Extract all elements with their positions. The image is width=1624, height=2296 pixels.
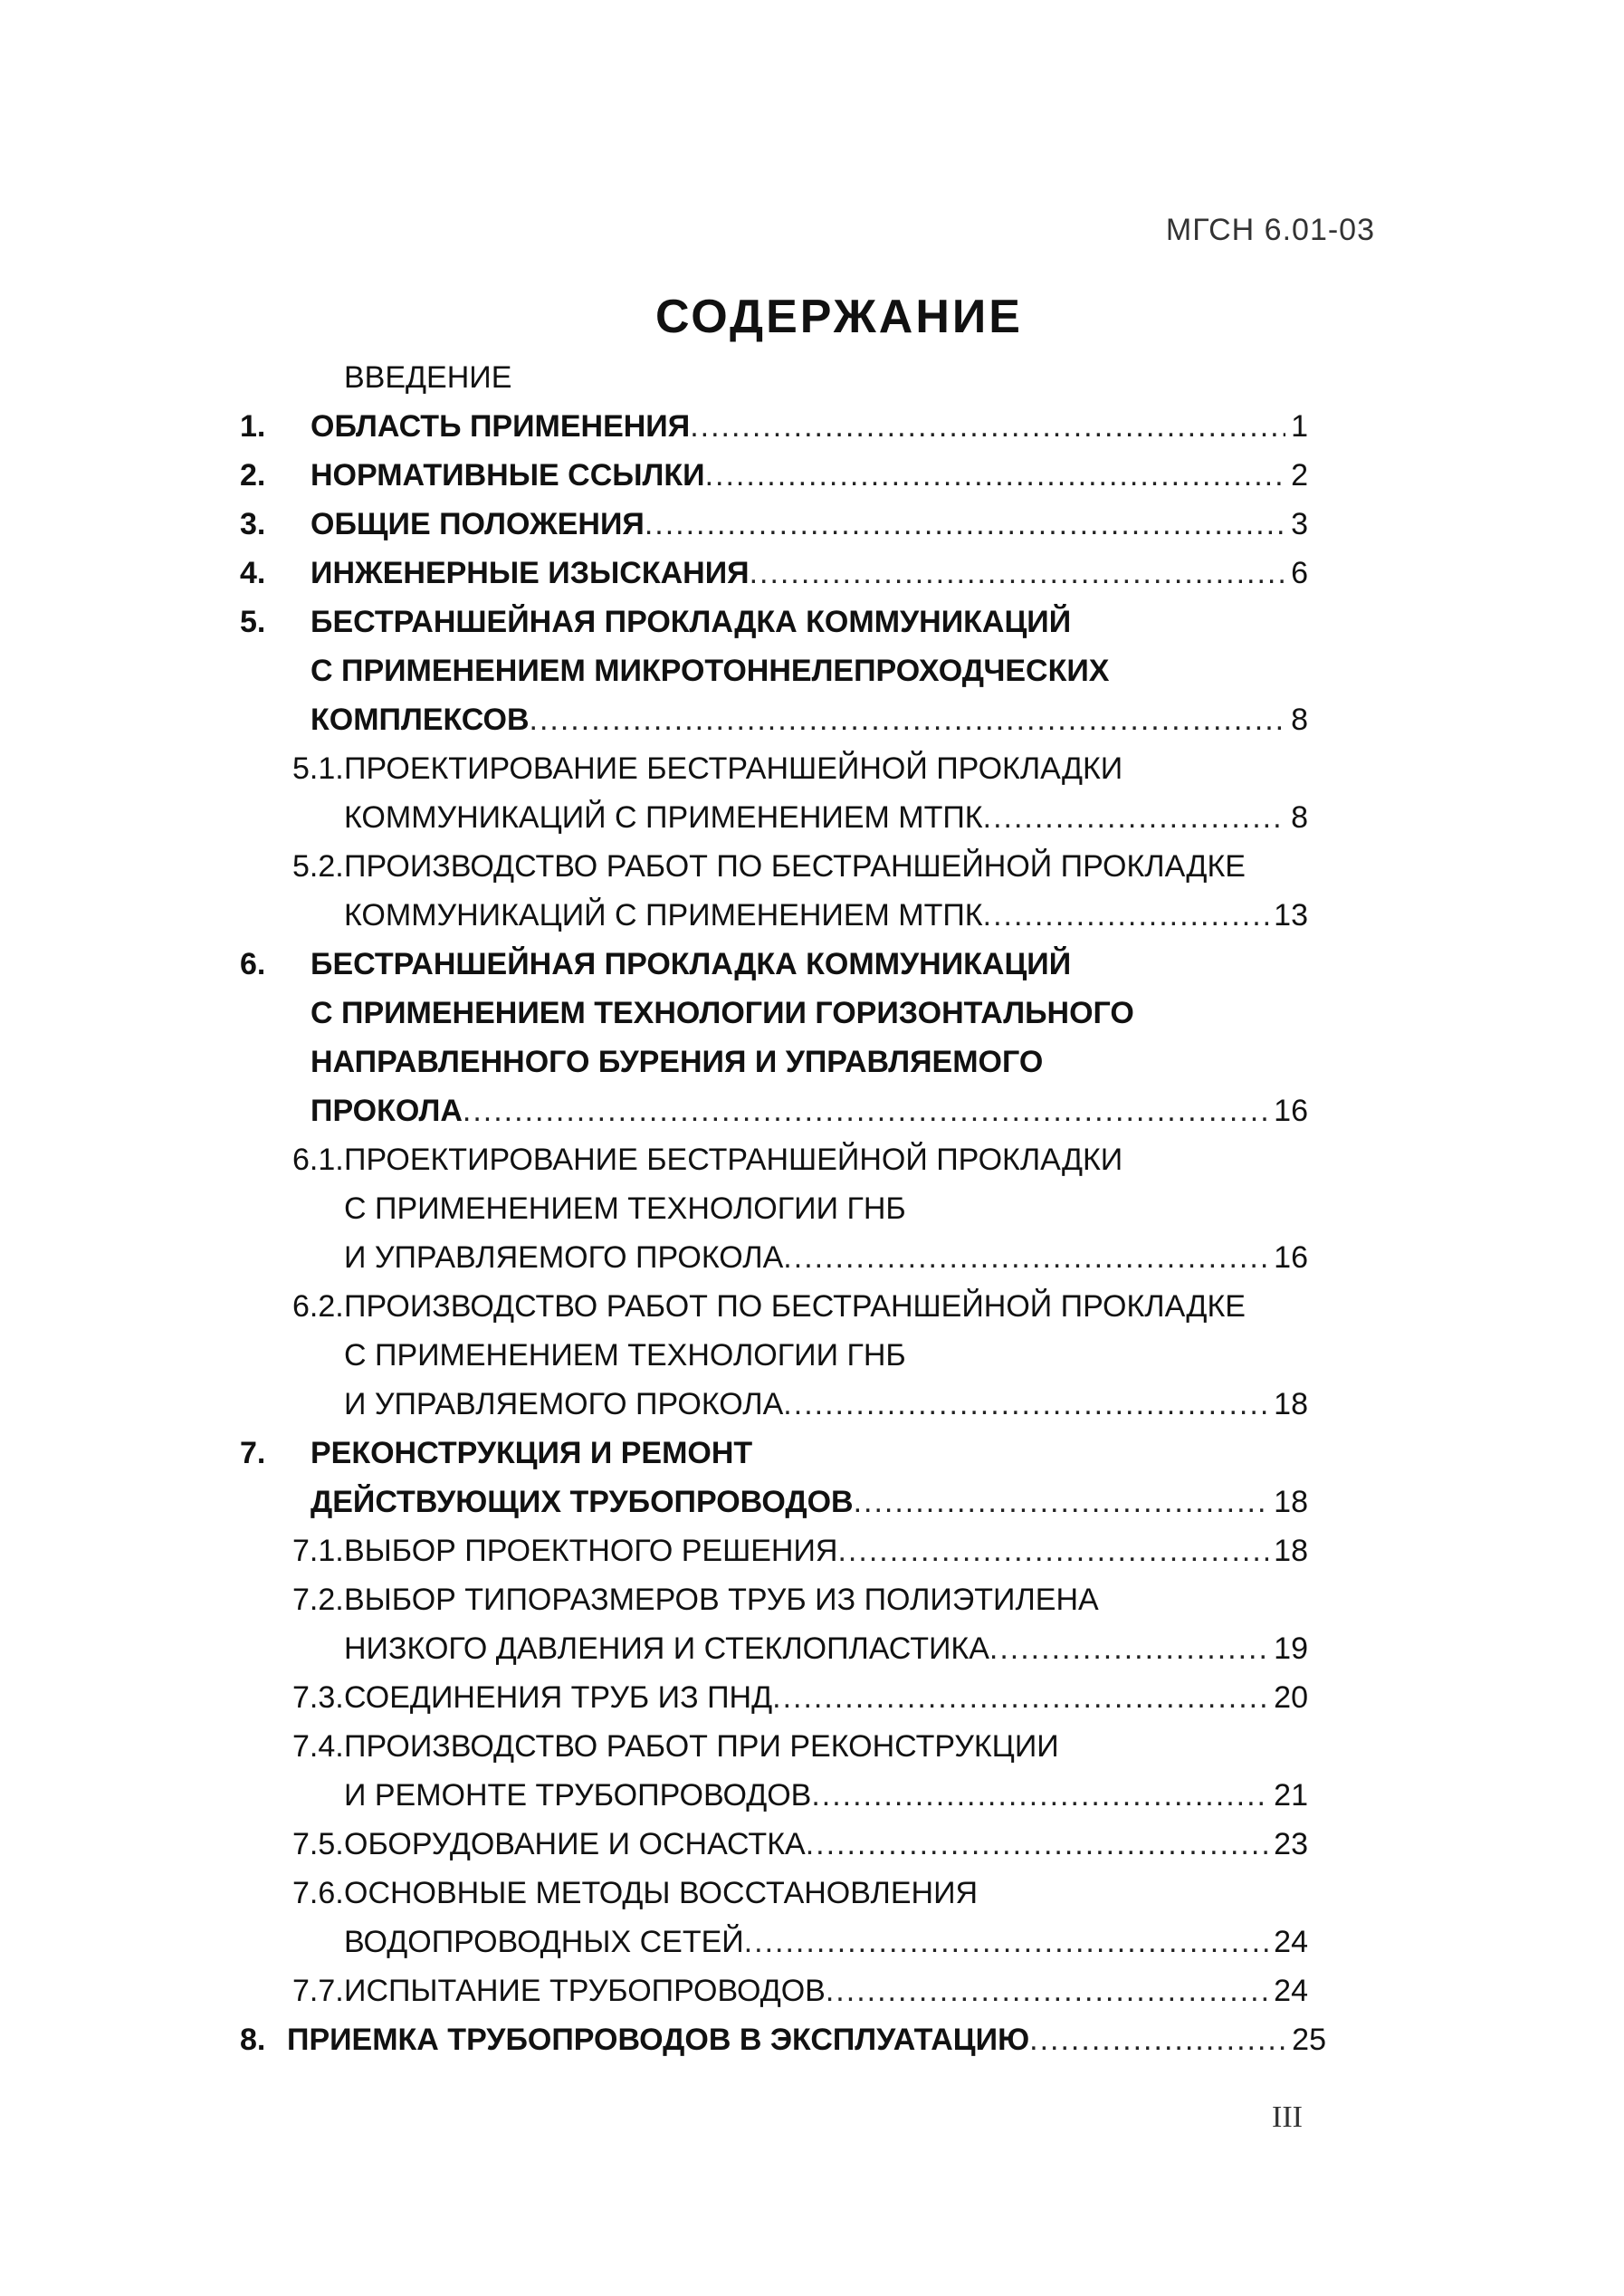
toc-leader-dots — [783, 1233, 1268, 1282]
toc-entry-number: 5. — [240, 605, 266, 639]
toc-entry-title: ИНЖЕНЕРНЫЕ ИЗЫСКАНИЯ — [310, 556, 750, 590]
toc-entry-leader-row — [344, 1380, 1308, 1429]
toc-entry-line — [240, 695, 1326, 744]
toc-entry-line — [240, 1380, 1326, 1429]
toc-entry — [240, 549, 1326, 598]
toc-entry-title: И УПРАВЛЯЕМОГО ПРОКОЛА — [344, 1387, 784, 1421]
toc-entry-line — [240, 500, 1326, 549]
toc-entry-line — [240, 1575, 1326, 1624]
toc-entry-number: 7.7. — [292, 1974, 344, 2008]
toc-leader-dots — [744, 1918, 1268, 1966]
toc-entry-page: 8 — [1291, 703, 1308, 737]
toc-entry — [240, 451, 1326, 500]
toc-entry-line — [240, 1233, 1326, 1282]
toc-entry-number: 6. — [240, 947, 266, 981]
toc-entry-page: 16 — [1274, 1240, 1308, 1275]
toc-entry-title: С ПРИМЕНЕНИЕМ МИКРОТОННЕЛЕПРОХОДЧЕСКИХ — [310, 654, 1110, 688]
toc-entry-line — [240, 891, 1326, 940]
toc-entry-title: НИЗКОГО ДАВЛЕНИЯ И СТЕКЛОПЛАСТИКА — [344, 1631, 989, 1666]
toc-entry-line — [240, 744, 1326, 793]
toc-entry — [240, 1135, 1326, 1282]
page-title: СОДЕРЖАНИЕ — [655, 291, 1023, 343]
toc-entry-line — [240, 1478, 1326, 1526]
toc-entry-leader-row — [344, 1233, 1308, 1282]
toc-entry-number: 3. — [240, 507, 266, 541]
toc-entry-line — [240, 1771, 1326, 1820]
toc-entry-page: 8 — [1291, 800, 1308, 835]
toc-leader-dots — [811, 1771, 1268, 1820]
toc-entry-number: 2. — [240, 458, 266, 493]
toc-entry-title: И РЕМОНТЕ ТРУБОПРОВОДОВ — [344, 1778, 812, 1813]
toc-entry-line — [240, 1184, 1326, 1233]
toc-entry-number: 6.2. — [292, 1289, 344, 1324]
toc-entry-line — [240, 1918, 1326, 1966]
toc-entry-number: 6.1. — [292, 1143, 344, 1177]
toc-entry-title: ВЫБОР ПРОЕКТНОГО РЕШЕНИЯ — [344, 1534, 838, 1568]
toc-entry-number: 5.1. — [292, 751, 344, 786]
toc-entry-title: СОЕДИНЕНИЯ ТРУБ ИЗ ПНД — [344, 1680, 773, 1715]
toc-entry-title: ПРИЕМКА ТРУБОПРОВОДОВ В ЭКСПЛУАТАЦИЮ — [287, 2023, 1030, 2057]
toc-entry — [240, 842, 1326, 940]
toc-entry-number: 7.6. — [292, 1876, 344, 1910]
toc-intro-label: ВВЕДЕНИЕ — [344, 360, 512, 395]
toc-entry-line — [240, 1526, 1326, 1575]
toc-leader-dots — [837, 1526, 1268, 1575]
document-code: МГСН 6.01-03 — [1165, 213, 1375, 247]
toc-entry-line — [240, 940, 1326, 989]
toc-entry-line — [240, 1282, 1326, 1331]
toc-entry — [240, 1722, 1326, 1820]
toc-entry-page: 13 — [1274, 898, 1308, 933]
toc-entry-number: 7.3. — [292, 1680, 344, 1715]
toc-entry-title: ОБОРУДОВАНИЕ И ОСНАСТКА — [344, 1827, 806, 1861]
toc-entry-title: ПРОКОЛА — [310, 1094, 463, 1128]
toc-entry-page: 6 — [1291, 556, 1308, 590]
toc-entry-line — [240, 549, 1326, 598]
toc-entry — [240, 1966, 1326, 2015]
toc-entry-title: БЕСТРАНШЕЙНАЯ ПРОКЛАДКА КОММУНИКАЦИЙ — [310, 605, 1072, 639]
toc-entry-leader-row — [344, 1624, 1308, 1673]
toc-leader-dots — [750, 549, 1285, 598]
toc-entry-leader-row — [344, 1820, 1308, 1869]
toc-entry-number: 7.2. — [292, 1583, 344, 1617]
toc-entry — [240, 1526, 1326, 1575]
toc-entry-line — [240, 1331, 1326, 1380]
toc-leader-dots — [705, 451, 1286, 500]
toc-entry — [240, 940, 1326, 1135]
toc-entry-leader-row — [310, 1478, 1308, 1526]
toc-entry-title: С ПРИМЕНЕНИЕМ ТЕХНОЛОГИИ ГОРИЗОНТАЛЬНОГО — [310, 996, 1134, 1030]
toc-entry-page: 19 — [1274, 1631, 1308, 1666]
toc-entry-page: 24 — [1274, 1974, 1308, 2008]
toc-entry-line — [240, 451, 1326, 500]
toc-leader-dots — [530, 695, 1286, 744]
toc-entry-title: ПРОЕКТИРОВАНИЕ БЕСТРАНШЕЙНОЙ ПРОКЛАДКИ — [344, 751, 1123, 786]
toc-entry-title: ПРОЕКТИРОВАНИЕ БЕСТРАНШЕЙНОЙ ПРОКЛАДКИ — [344, 1143, 1123, 1177]
toc-leader-dots — [806, 1820, 1268, 1869]
toc-entry-number: 7.4. — [292, 1729, 344, 1764]
toc-entry-page: 16 — [1274, 1094, 1308, 1128]
toc-entry-line — [240, 1869, 1326, 1918]
toc-entry-leader-row — [344, 891, 1308, 940]
toc-entry-title: ВОДОПРОВОДНЫХ СЕТЕЙ — [344, 1925, 744, 1959]
toc-entry-leader-row — [344, 1966, 1308, 2015]
toc-entry-title: ПРОИЗВОДСТВО РАБОТ ПРИ РЕКОНСТРУКЦИИ — [344, 1729, 1059, 1764]
toc-entry-title: И УПРАВЛЯЕМОГО ПРОКОЛА — [344, 1240, 784, 1275]
toc-entry-line — [240, 1820, 1326, 1869]
toc-leader-dots — [854, 1478, 1269, 1526]
toc-entry-number: 1. — [240, 409, 266, 444]
toc-entry-title: НОРМАТИВНЫЕ ССЫЛКИ — [310, 458, 705, 493]
toc-entry-leader-row — [344, 1526, 1308, 1575]
toc-entry-line — [240, 1038, 1326, 1086]
toc-entry-page: 20 — [1274, 1680, 1308, 1715]
toc-entry-leader-row — [287, 2015, 1326, 2064]
toc-entry-title: РЕКОНСТРУКЦИЯ И РЕМОНТ — [310, 1436, 753, 1470]
toc-entry-line — [240, 842, 1326, 891]
toc-leader-dots — [989, 1624, 1268, 1673]
toc-entry-leader-row — [310, 1086, 1308, 1135]
toc-entry-title: С ПРИМЕНЕНИЕМ ТЕХНОЛОГИИ ГНБ — [344, 1191, 906, 1226]
toc-entry — [240, 744, 1326, 842]
toc-entry-page: 18 — [1274, 1485, 1308, 1519]
toc-entry-title: КОММУНИКАЦИЙ С ПРИМЕНЕНИЕМ МТПК — [344, 898, 983, 933]
toc-entry-line — [240, 2015, 1326, 2064]
toc-entry-number: 4. — [240, 556, 266, 590]
toc-entry-title: БЕСТРАНШЕЙНАЯ ПРОКЛАДКА КОММУНИКАЦИЙ — [310, 947, 1072, 981]
toc-leader-dots — [783, 1380, 1268, 1429]
toc-entry-leader-row — [310, 451, 1308, 500]
toc-entry-number: 8. — [240, 2023, 266, 2057]
toc-entry-line — [240, 1086, 1326, 1135]
toc-entry — [240, 2015, 1326, 2064]
toc-entry-leader-row — [310, 402, 1308, 451]
toc-entry-leader-row — [344, 1918, 1308, 1966]
toc-entry-page: 3 — [1291, 507, 1308, 541]
toc-entry-leader-row — [310, 549, 1308, 598]
toc-entry-line — [240, 1966, 1326, 2015]
toc-entry-page: 2 — [1291, 458, 1308, 493]
toc-entry-page: 1 — [1291, 409, 1308, 444]
toc-entry-title: КОММУНИКАЦИЙ С ПРИМЕНЕНИЕМ МТПК — [344, 800, 983, 835]
toc-entry-title: ОБЛАСТЬ ПРИМЕНЕНИЯ — [310, 409, 691, 444]
toc-entry — [240, 1673, 1326, 1722]
toc-entry-page: 18 — [1274, 1387, 1308, 1421]
toc-leader-dots — [1029, 2015, 1286, 2064]
toc-entry-title: ПРОИЗВОДСТВО РАБОТ ПО БЕСТРАНШЕЙНОЙ ПРОКЛАДКЕ — [344, 849, 1246, 884]
toc-entry-title: ПРОИЗВОДСТВО РАБОТ ПО БЕСТРАНШЕЙНОЙ ПРОКЛАДКЕ — [344, 1289, 1246, 1324]
toc-entry-leader-row — [344, 1771, 1308, 1820]
toc-leader-dots — [690, 402, 1285, 451]
toc-entry-leader-row — [310, 500, 1308, 549]
toc-entry — [240, 598, 1326, 744]
toc-entry-line — [240, 1673, 1326, 1722]
toc-leader-dots — [772, 1673, 1268, 1722]
toc-entry — [240, 1282, 1326, 1429]
toc-entry-page: 18 — [1274, 1534, 1308, 1568]
toc-entry-title: С ПРИМЕНЕНИЕМ ТЕХНОЛОГИИ ГНБ — [344, 1338, 906, 1373]
toc-leader-dots — [983, 793, 1285, 842]
toc-intro — [240, 353, 1326, 402]
toc-entry-line — [240, 989, 1326, 1038]
toc-entry — [240, 500, 1326, 549]
toc-entry-leader-row — [310, 695, 1308, 744]
toc-entry-line — [240, 402, 1326, 451]
toc-entry-line — [240, 793, 1326, 842]
toc-entry-line — [240, 1722, 1326, 1771]
toc-entry-page: 25 — [1292, 2023, 1326, 2057]
toc-leader-dots — [983, 891, 1269, 940]
toc-entry-title: КОМПЛЕКСОВ — [310, 703, 530, 737]
toc-entry — [240, 1869, 1326, 1966]
toc-entry-line — [240, 646, 1326, 695]
toc-entry-title: ВЫБОР ТИПОРАЗМЕРОВ ТРУБ ИЗ ПОЛИЭТИЛЕНА — [344, 1583, 1099, 1617]
toc-entry — [240, 1820, 1326, 1869]
toc-entry-page: 24 — [1274, 1925, 1308, 1959]
toc-entry-line — [240, 1624, 1326, 1673]
toc-entry-title: НАПРАВЛЕННОГО БУРЕНИЯ И УПРАВЛЯЕМОГО — [310, 1045, 1044, 1079]
toc-entry-title: ИСПЫТАНИЕ ТРУБОПРОВОДОВ — [344, 1974, 826, 2008]
toc-entry-line — [240, 598, 1326, 646]
toc-entry-line — [240, 1135, 1326, 1184]
toc-leader-dots — [463, 1086, 1268, 1135]
toc-entry-number: 7.5. — [292, 1827, 344, 1861]
toc-entry-number: 5.2. — [292, 849, 344, 884]
toc-entry-number: 7. — [240, 1436, 266, 1470]
toc-entry-line — [240, 1429, 1326, 1478]
toc-entry-page: 23 — [1274, 1827, 1308, 1861]
toc-entry-number: 7.1. — [292, 1534, 344, 1568]
toc-entry-leader-row — [344, 1673, 1308, 1722]
toc-entry-leader-row — [344, 793, 1308, 842]
toc-entry-title: ДЕЙСТВУЮЩИХ ТРУБОПРОВОДОВ — [310, 1485, 854, 1519]
page-number: III — [1272, 2100, 1303, 2134]
toc-entry — [240, 1575, 1326, 1673]
toc-entry-title: ОБЩИЕ ПОЛОЖЕНИЯ — [310, 507, 645, 541]
toc-leader-dots — [645, 500, 1285, 549]
toc-entry — [240, 402, 1326, 451]
toc-entry-title: ОСНОВНЫЕ МЕТОДЫ ВОССТАНОВЛЕНИЯ — [344, 1876, 979, 1910]
toc-entry-page: 21 — [1274, 1778, 1308, 1813]
table-of-contents — [240, 353, 1326, 2064]
toc-leader-dots — [826, 1966, 1268, 2015]
toc-entry — [240, 1429, 1326, 1526]
